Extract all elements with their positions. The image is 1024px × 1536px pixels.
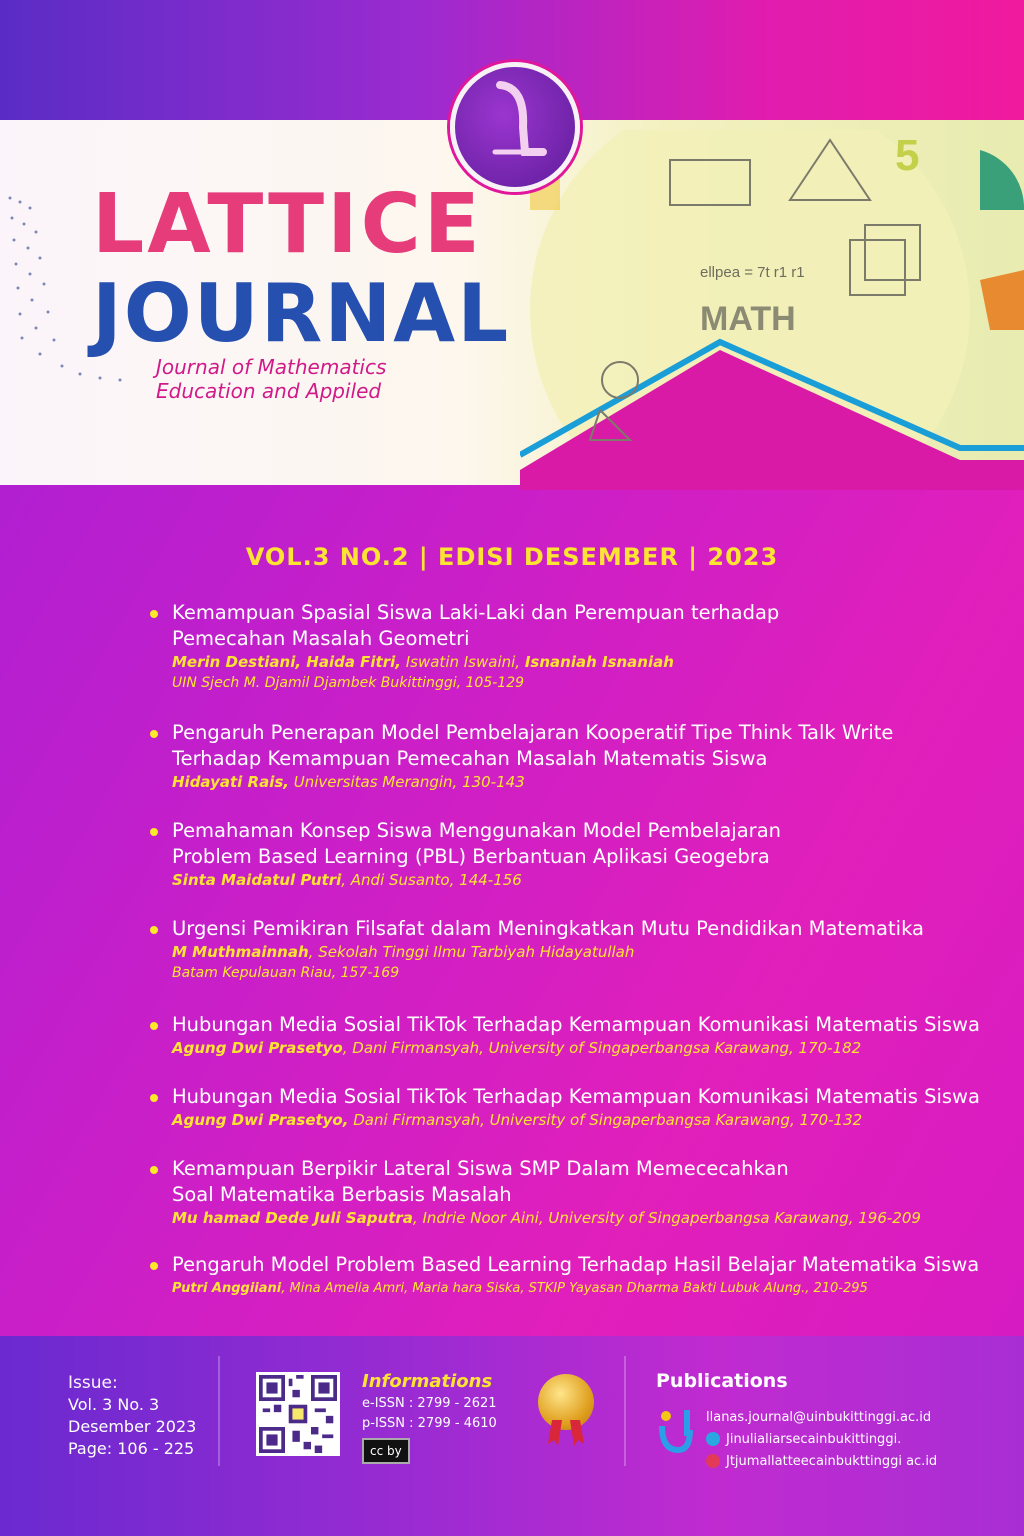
subtitle-line-2: Education and Appiled	[156, 379, 382, 403]
pub-contact-list	[706, 1406, 937, 1472]
authors-rest: Dani Firmansyah, University of Singaperbangsa Karawang, 170-132	[348, 1111, 863, 1129]
article-title-line2: Terhadap Kemampuan Pemecahan Masalah Matematis Siswa	[172, 747, 768, 770]
pub-email: llanas.journal@uinbukittinggi.ac.id	[706, 1409, 932, 1425]
article-title: Pemahaman Konsep Siswa Menggunakan Model Pembelajaran	[172, 819, 782, 842]
issue-info	[68, 1372, 196, 1460]
issue-pages: Page: 106 - 225	[68, 1439, 195, 1458]
article-authors	[172, 1278, 1010, 1299]
article-title-line2: Problem Based Learning (PBL) Berbantuan Aplikasi Geogebra	[172, 845, 770, 868]
authors-bold: M Muthmainnah	[172, 943, 309, 961]
article-affiliation: UIN Sjech M. Djamil Djambek Bukittinggi, 105-129	[172, 675, 525, 691]
authors-rest: Universitas Merangin, 130-143	[288, 773, 525, 791]
list-item	[150, 1084, 1010, 1156]
article-authors	[172, 942, 1010, 963]
article-authors	[172, 652, 1010, 673]
authors-rest: , Dani Firmansyah, University of Singaperbangsa Karawang, 170-182	[342, 1039, 862, 1057]
informations	[362, 1370, 497, 1464]
cc-license-badge[interactable]: cc by	[362, 1438, 410, 1464]
article-authors	[172, 870, 1010, 891]
authors-rest: Iswatin Iswaini,	[400, 653, 525, 671]
authors-bold: Merin Destiani, Haida Fitri,	[172, 653, 401, 671]
list-item	[150, 1156, 1010, 1252]
bullet-icon	[150, 926, 158, 934]
authors-bold: Putri Anggiiani	[172, 1281, 282, 1296]
list-item	[150, 720, 1010, 818]
bullet-icon	[150, 1022, 158, 1030]
bullet-icon	[150, 610, 158, 618]
decor-5: 5	[895, 131, 920, 180]
article-title: Kemampuan Berpikir Lateral Siswa SMP Dalam Memececahkan	[172, 1157, 789, 1180]
authors-bold: Mu hamad Dede Juli Saputra	[172, 1209, 413, 1227]
eissn: e-ISSN : 2799 - 2621	[362, 1396, 497, 1411]
divider	[624, 1356, 626, 1466]
authors-bold: Agung Dwi Prasetyo,	[172, 1111, 349, 1129]
issue-date: Desember 2023	[68, 1417, 197, 1436]
authors-bold: Agung Dwi Prasetyo	[172, 1039, 343, 1057]
article-authors	[172, 1038, 1010, 1059]
article-title: Hubungan Media Sosial TikTok Terhadap Kemampuan Komunikasi Matematis Siswa	[172, 1085, 980, 1108]
journal-wordmark	[92, 177, 511, 360]
authors-bold-2: Isnaniah Isnaniah	[524, 653, 674, 671]
article-title: Pengaruh Model Problem Based Learning Terhadap Hasil Belajar Matematika Siswa	[172, 1253, 980, 1276]
article-affiliation: Batam Kepulauan Riau, 157-169	[172, 965, 400, 981]
article-title: Kemampuan Spasial Siswa Laki-Laki dan Perempuan terhadap	[172, 601, 780, 624]
bullet-icon	[150, 1166, 158, 1174]
pub-telegram: Jinulialiarsecainbukittinggi.	[726, 1431, 902, 1447]
bullet-icon	[150, 730, 158, 738]
subtitle-line-1: Journal of Mathematics	[156, 355, 387, 379]
ribbon-icon	[548, 1420, 584, 1446]
article-title-line2: Soal Matematika Berbasis Masalah	[172, 1183, 512, 1206]
issue-line: VOL.3 NO.2 | EDISI DESEMBER | 2023	[245, 543, 779, 571]
authors-rest: , Sekolah Tinggi Ilmu Tarbiyah Hidayatullah	[308, 943, 635, 961]
pub-heading: Publications	[656, 1370, 788, 1392]
math-illustration	[520, 130, 1024, 490]
journal-logo	[450, 62, 580, 192]
issue-heading: Issue:	[68, 1373, 118, 1393]
journal-subtitle	[156, 355, 386, 403]
pub-email-row[interactable]	[706, 1406, 937, 1428]
bullet-icon	[150, 1094, 158, 1102]
web-icon	[706, 1454, 720, 1468]
pub-web: Jtjumallatteecainbukttinggi ac.id	[726, 1453, 938, 1469]
article-authors	[172, 772, 1010, 793]
footer	[0, 1336, 1024, 1536]
list-item	[150, 916, 1010, 1012]
authors-bold: Sinta Maidatul Putri	[172, 871, 342, 889]
article-authors	[172, 1208, 1010, 1229]
authors-rest: , Indrie Noor Aini, University of Singaperbangsa Karawang, 196-209	[412, 1209, 921, 1227]
authors-bold: Hidayati Rais,	[172, 773, 289, 791]
list-item	[150, 600, 1010, 720]
title-lattice: LATTICE	[92, 177, 483, 272]
title-journal: JOURNAL	[92, 267, 511, 360]
article-title: Pengaruh Penerapan Model Pembelajaran Kooperatif Tipe Think Talk Write	[172, 721, 894, 744]
publications	[656, 1370, 937, 1472]
authors-rest: , Andi Susanto, 144-156	[341, 871, 522, 889]
pissn: p-ISSN : 2799 - 4610	[362, 1416, 497, 1431]
bullet-icon	[150, 1262, 158, 1270]
article-authors	[172, 1110, 1010, 1131]
authors-rest: , Mina Amelia Amri, Maria hara Siska, STKIP Yayasan Dharma Bakti Lubuk Alung., 210-295	[281, 1281, 868, 1296]
list-item	[150, 1012, 1010, 1084]
pub-web-row[interactable]	[706, 1450, 937, 1472]
pub-telegram-row[interactable]	[706, 1428, 937, 1450]
article-title: Hubungan Media Sosial TikTok Terhadap Kemampuan Komunikasi Matematis Siswa	[172, 1013, 980, 1036]
list-item	[150, 1252, 1010, 1312]
bullet-icon	[150, 828, 158, 836]
qr-code-icon[interactable]	[256, 1372, 340, 1456]
telegram-icon	[706, 1432, 720, 1446]
issue-volume: Vol. 3 No. 3	[68, 1395, 160, 1414]
lattice-logo-icon	[455, 67, 565, 177]
article-list	[150, 600, 1010, 1312]
divider	[218, 1356, 220, 1466]
math-label: MATH	[700, 300, 796, 338]
university-logo-icon	[656, 1406, 700, 1456]
article-title: Urgensi Pemikiran Filsafat dalam Meningkatkan Mutu Pendidikan Matematika	[172, 917, 924, 940]
info-heading: Informations	[362, 1371, 493, 1392]
formula-text: ellpea = 7t r1 r1	[700, 264, 805, 281]
article-title-line2: Pemecahan Masalah Geometri	[172, 627, 470, 650]
list-item	[150, 818, 1010, 916]
